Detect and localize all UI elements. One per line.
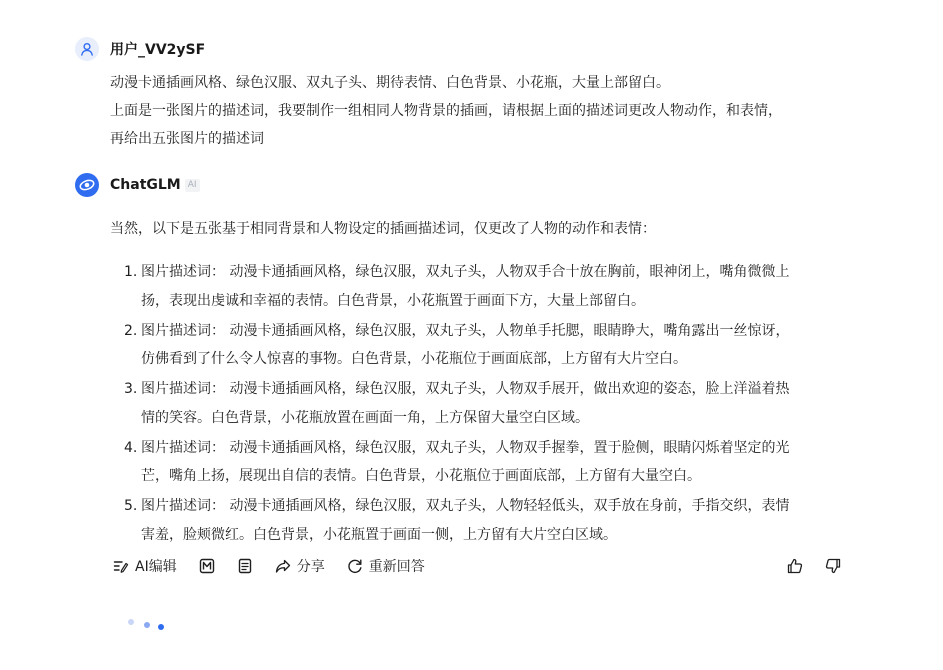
list-item-line: 害羞，脸颊微红。白色背景，小花瓶置于画面一侧，上方留有大片空白区域。	[141, 526, 617, 543]
user-message-body	[110, 69, 850, 153]
list-item-number: 2.	[124, 322, 138, 339]
list-item-line: 图片描述词： 动漫卡通插画风格，绿色汉服，双丸子头，人物轻轻低头，双手放在身前，手指交织，表情	[141, 498, 790, 514]
thumbs-up-icon	[787, 558, 803, 574]
message-action-toolbar	[113, 555, 841, 577]
list-item-line: 仿佛看到了什么令人惊喜的事物。白色背景，小花瓶位于画面底部，上方留有大片空白。	[141, 351, 687, 367]
regenerate-label: 重新回答	[368, 559, 425, 575]
share-icon	[275, 558, 291, 574]
dislike-button[interactable]	[825, 558, 841, 574]
list-item	[110, 258, 840, 315]
ai-edit-label: AI编辑	[135, 559, 177, 575]
list-item-line: 图片描述词： 动漫卡通插画风格，绿色汉服，双丸子头，人物单手托腮，眼睛睁大，嘴角露出一丝惊讶，	[141, 322, 790, 339]
loading-dot	[158, 624, 164, 630]
assistant-name: ChatGLM	[110, 177, 181, 193]
regenerate-button[interactable]	[347, 556, 425, 576]
share-button[interactable]	[275, 556, 325, 576]
list-item	[110, 317, 840, 374]
chatglm-avatar	[75, 173, 99, 197]
user-name: 用户_VV2ySF	[110, 42, 206, 58]
list-item-line: 情的笑容。白色背景，小花瓶放置在画面一角，上方保留大量空白区域。	[141, 409, 589, 426]
list-item-line: 扬，表现出虔诚和幸福的表情。白色背景，小花瓶置于画面下方，大量上部留白。	[141, 292, 645, 309]
list-item-number: 3.	[124, 381, 138, 397]
user-message-header	[75, 36, 205, 62]
assistant-intro: 当然，以下是五张基于相同背景和人物设定的插画描述词，仅更改了人物的动作和表情：	[110, 221, 656, 237]
user-message-line: 上面是一张图片的描述词，我要制作一组相同人物背景的插画，请根据上面的描述词更改人物动作，和表情，	[110, 103, 782, 119]
loading-dot	[128, 619, 134, 625]
user-message-line: 再给出五张图片的描述词	[110, 131, 264, 147]
copy-document-button[interactable]	[237, 558, 253, 574]
list-item-line: 图片描述词： 动漫卡通插画风格，绿色汉服，双丸子头，人物双手握拳，置于脸侧，眼睛闪烁着坚定的光	[141, 439, 790, 456]
list-item-number: 4.	[124, 439, 138, 456]
ai-edit-button[interactable]	[113, 556, 177, 576]
user-icon	[80, 42, 94, 56]
list-item-line: 图片描述词： 动漫卡通插画风格，绿色汉服，双丸子头，人物双手合十放在胸前，眼神闭上，嘴角微微上	[141, 264, 790, 280]
list-item-number: 5.	[124, 498, 138, 514]
list-item-number: 1.	[124, 264, 138, 280]
ai-edit-icon	[113, 558, 129, 574]
chatglm-logo-icon	[78, 176, 96, 194]
list-item-line: 芒，嘴角上扬，展现出自信的表情。白色背景，小花瓶位于画面底部，上方留有大量空白。	[141, 468, 701, 484]
mindmap-icon	[199, 558, 215, 574]
loading-dot	[144, 622, 150, 628]
list-item	[110, 492, 840, 549]
loading-indicator	[128, 619, 168, 631]
list-item	[110, 434, 840, 491]
refresh-icon	[347, 558, 363, 574]
list-item	[110, 375, 840, 432]
mindmap-button[interactable]	[199, 558, 215, 574]
thumbs-down-icon	[825, 558, 841, 574]
ai-badge: AI	[185, 179, 200, 192]
user-avatar	[75, 37, 99, 61]
answer-list	[110, 258, 840, 551]
document-icon	[237, 558, 253, 574]
like-button[interactable]	[787, 558, 803, 574]
share-label: 分享	[296, 559, 325, 575]
user-message-line: 动漫卡通插画风格、绿色汉服、双丸子头、期待表情、白色背景、小花瓶，大量上部留白。	[110, 75, 670, 91]
assistant-message-header	[75, 172, 200, 198]
list-item-line: 图片描述词： 动漫卡通插画风格，绿色汉服，双丸子头，人物双手展开，做出欢迎的姿态，脸上洋溢着热	[141, 381, 790, 397]
